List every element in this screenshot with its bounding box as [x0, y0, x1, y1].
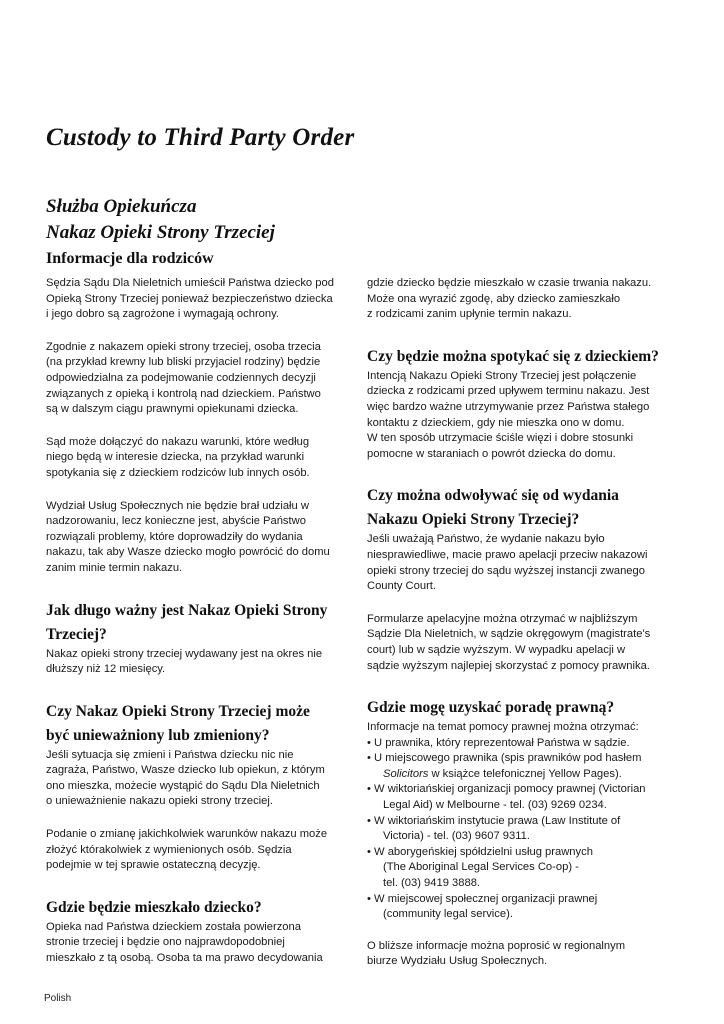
intro-paragraph-1: Sędzia Sądu Dla Nieletnich umieścił Państwa dziecko pod Opieką Strony Trzeciej ponieważ bezpieczeństwo dziecka i jego dobro są zagrożone i wymagają ochrony. [46, 277, 334, 321]
list-item-line: • W aborygeńskiej spółdzielni usług prawnych [367, 845, 593, 858]
list-item-continuation: tel. (03) 9419 3888. [383, 877, 481, 890]
list-item-line: • U miejscowego prawnika (spis prawników pod hasłem [367, 752, 642, 765]
intro-heading: Informacje dla rodziców [46, 250, 214, 267]
list-item [367, 892, 677, 923]
subtitle-service: Służba Opiekuńcza [46, 196, 197, 217]
where-text: Opieka nad Państwa dzieckiem została powierzona stronie trzeciej i będzie ono najprawdopodobniej mieszkało z tą osobą. Osoba ta ma prawo decydowania [46, 920, 323, 965]
appeal-heading: Czy można odwoływać się od wydania Nakazu Opieki Strony Trzeciej? [367, 487, 619, 529]
appeal-paragraph-1: Jeśli uważają Państwo, że wydanie nakazu było niesprawiedliwe, macie prawo apelacji przeciw nakazowi opieki strony trzeciej do sądu wyższej instancji zwanego County Court. [367, 533, 648, 593]
list-item-continuation: (community legal service). [383, 908, 513, 921]
intro-paragraph-2: Zgodnie z nakazem opieki strony trzeciej, osoba trzecia (na przykład krewny lub bliski przyjaciel rodziny) będzie odpowiedzialna za podejmowanie codziennych decyzji związanych z opieką i kontrolą nad dzieckiem. Państwo są w dalszym ciągu prawnymi opiekunami dziecka. [46, 340, 321, 416]
advice-closing: O bliższe informacje można poprosić w regionalnym biurze Wydziału Usług Społecznych. [367, 939, 626, 968]
list-item [367, 736, 677, 752]
cancel-heading: Czy Nakaz Opieki Strony Trzeciej może być unieważniony lub zmieniony? [46, 702, 310, 744]
list-item-continuation: Legal Aid) w Melbourne - tel. (03) 9269 0234. [383, 799, 607, 812]
list-item-line: • W wiktoriańskiej organizacji pomocy prawnej (Victorian [367, 783, 646, 796]
advice-intro: Informacje na temat pomocy prawnej można otrzymać: [367, 721, 639, 734]
list-item-continuation: Victoria) - tel. (03) 9607 9311. [383, 830, 530, 843]
continued-text: gdzie dziecko będzie mieszkało w czasie trwania nakazu. Może ona wyrazić zgodę, aby dziecko zamieszkało z rodzicami zanim upłynie termin nakazu. [367, 277, 652, 321]
list-item [367, 814, 677, 845]
list-item-line: • W wiktoriańskim instytucie prawa (Law Institute of [367, 814, 621, 827]
document-title: Custody to Third Party Order [46, 124, 355, 151]
cancel-paragraph-1: Jeśli sytuacja się zmieni i Państwa dziecku nic nie zagraża, Państwo, Wasze dziecko lub opiekun, z którym ono mieszka, możecie wystąpić do Sądu Dla Nieletnich o unieważnienie nakazu opieki strony trzeciej. [46, 748, 325, 808]
where-heading: Gdzie będzie mieszkało dziecko? [46, 898, 262, 916]
left-column [46, 276, 352, 984]
list-item-line: • U prawnika, który reprezentował Państwa w sądzie. [367, 736, 630, 749]
list-item-continuation: (The Aboriginal Legal Services Co-op) - [383, 861, 579, 874]
list-item-line: w książce telefonicznej Yellow Pages). [428, 767, 622, 780]
intro-paragraph-4: Wydział Usług Społecznych nie będzie brał udziału w nadzorowaniu, lecz konieczne jest, abyście Państwo rozwiązali problemy, które doprowadziły do wydania nakazu, tak aby Wasze dziecko mogło powrócić do domu zanim minie termin nakazu. [46, 499, 330, 574]
footer-language: Polish [44, 993, 72, 1004]
meet-heading: Czy będzie można spotykać się z dzieckiem? [367, 347, 659, 365]
cancel-paragraph-2: Podanie o zmianę jakichkolwiek warunków nakazu może złożyć którakolwiek z wymienionych osób. Sędzia podejmie w tej sprawie ostateczną decyzję. [46, 828, 328, 872]
meet-text: Intencją Nakazu Opieki Strony Trzeciej jest połączenie dziecka z rodzicami przed upływem terminu nakazu. Jest więc bardzo ważne utrzymywanie przez Państwa stałego kontaktu z dzieckiem, gdy nie mieszka ono w domu. W ten sposób utrzymacie ściśle więzi i dobre stosunki pomocne w staraniach o powrót dziecka do domu. [367, 369, 650, 460]
list-item-line: • W miejscowej społecznej organizacji prawnej [367, 892, 598, 905]
list-item [367, 751, 677, 782]
advice-list [367, 736, 677, 923]
intro-paragraph-3: Sąd może dołączyć do nakazu warunki, które według niego będą w interesie dziecka, na przykład warunki spotykania się z dzieckiem rodziców lub innych osób. [46, 435, 310, 479]
italic-term: Solicitors [383, 767, 429, 780]
right-column [367, 276, 677, 987]
validity-heading: Jak długo ważny jest Nakaz Opieki Strony Trzeciej? [46, 601, 328, 643]
list-item-continuation [375, 767, 677, 783]
list-item [367, 782, 677, 813]
appeal-paragraph-2: Formularze apelacyjne można otrzymać w najbliższym Sądzie Dla Nieletnich, w sądzie okręgowym (magistrate's court) lub w sądzie wyższym. W wypadku apelacji w sądzie wyższym najlepiej skorzystać z pomocy prawnika. [367, 612, 651, 672]
list-item [367, 845, 677, 892]
subtitle-order: Nakaz Opieki Strony Trzeciej [46, 222, 275, 243]
validity-text: Nakaz opieki strony trzeciej wydawany jest na okres nie dłuższy niż 12 miesięcy. [46, 647, 323, 676]
advice-heading: Gdzie mogę uzyskać poradę prawną? [367, 699, 615, 717]
